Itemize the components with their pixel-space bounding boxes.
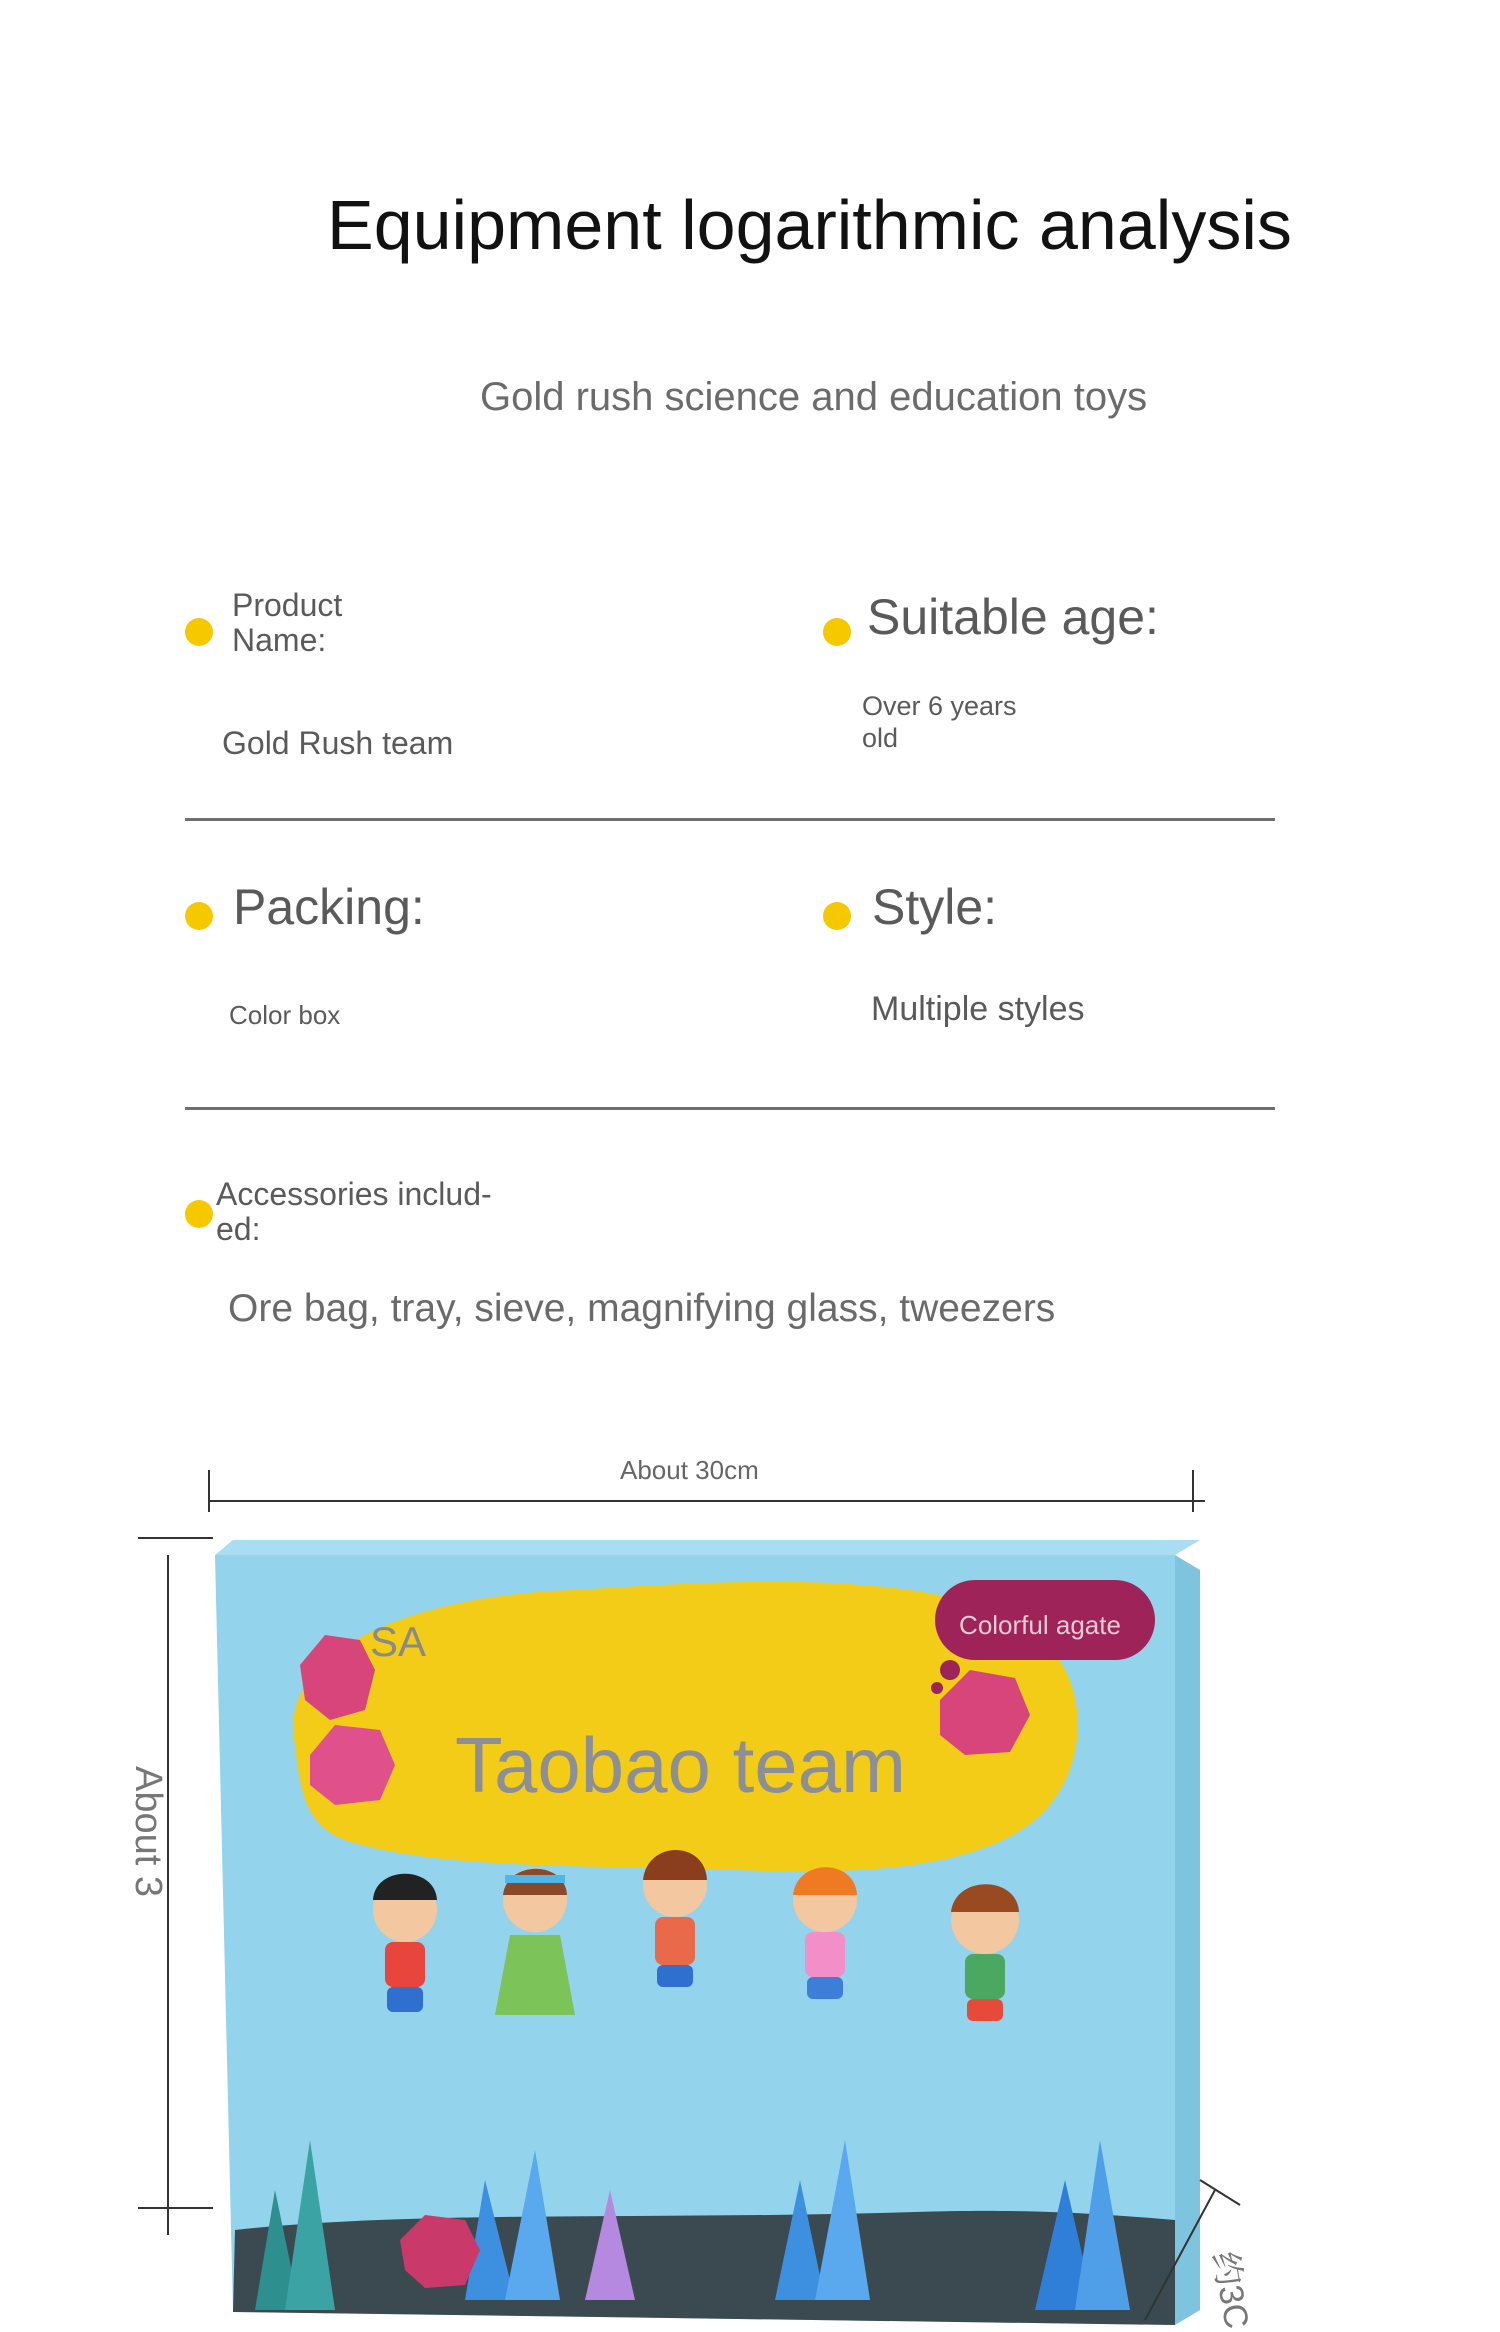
- divider: [185, 1107, 1275, 1110]
- depth-dimension-label: 约3C: [1204, 2248, 1256, 2332]
- bullet-dot: [185, 1200, 213, 1228]
- bullet-dot: [823, 618, 851, 646]
- dimension-tick: [138, 1537, 213, 1539]
- dimension-tick: [1192, 1470, 1194, 1512]
- packing-label: Packing:: [233, 879, 425, 935]
- accessories-label: Accessories includ- ed:: [216, 1176, 492, 1247]
- page-title: Equipment logarithmic analysis: [327, 186, 1292, 264]
- box-brand-mark: SA: [370, 1618, 427, 1665]
- width-dimension-line: [210, 1500, 1205, 1502]
- suitable-age-value: Over 6 years old: [862, 691, 1017, 753]
- bullet-dot: [823, 902, 851, 930]
- bullet-dot: [185, 902, 213, 930]
- accessories-value: Ore bag, tray, sieve, magnifying glass, tweezers: [228, 1287, 1056, 1330]
- page-subtitle: Gold rush science and education toys: [480, 375, 1148, 419]
- box-title: Taobao team: [455, 1721, 906, 1809]
- width-dimension-label: About 30cm: [620, 1455, 759, 1485]
- product-box-illustration: [215, 1540, 1205, 2330]
- height-dimension-label: About 3: [127, 1766, 169, 1897]
- packing-value: Color box: [229, 1000, 341, 1030]
- divider: [185, 818, 1275, 821]
- dimension-tick: [138, 2207, 213, 2209]
- product-name-value: Gold Rush team: [222, 725, 454, 761]
- dimension-tick: [208, 1470, 210, 1512]
- box-badge-label: Colorful agate: [959, 1610, 1121, 1640]
- product-name-label: Product Name:: [232, 587, 343, 658]
- suitable-age-label: Suitable age:: [867, 589, 1159, 645]
- style-label: Style:: [872, 879, 998, 935]
- style-value: Multiple styles: [871, 990, 1085, 1028]
- bullet-dot: [185, 618, 213, 646]
